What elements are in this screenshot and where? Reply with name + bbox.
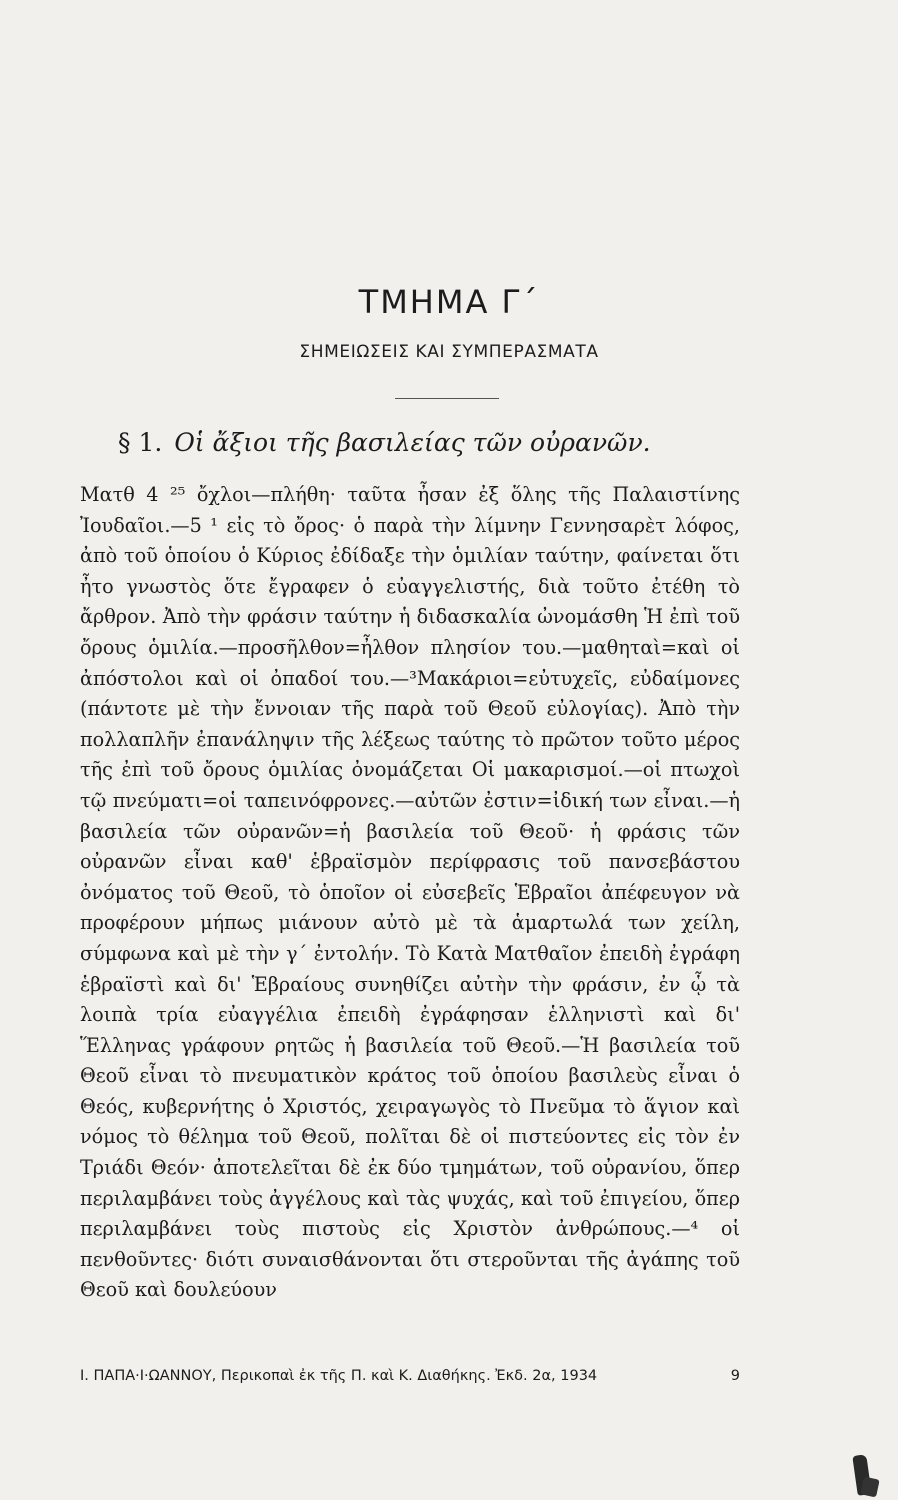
paragraph-heading-text: Οἱ ἄξιοι τῆς βασιλείας τῶν οὐρανῶν. xyxy=(174,428,651,457)
scan-smudge-mark xyxy=(860,1477,879,1498)
body-text: Ματθ 4 ²⁵ ὄχλοι—πλήθη· ταῦτα ἦσαν ἐξ ὅλης τῆς Παλαιστίνης Ἰουδαῖοι.—5 ¹ εἰς τὸ ὄρος· ὁ παρὰ τὴν λίμνην Γεννησαρὲτ λόφος, ἀπὸ τοῦ ὁποίου ὁ Κύριος ἐδίδαξε τὴν ὁμιλίαν ταύτην, φαίνεται ὅτι ἦτο γνωστὸς ὅτε ἔγραφεν ὁ εὐαγγελιστής, διὰ τοῦτο ἐτέθη τὸ ἄρθρον. Ἀπὸ τὴν φράσιν ταύτην ἡ διδασκαλία ὠνομάσθη Ἡ ἐπὶ τοῦ ὄρους ὁμιλία.—προσῆλθον=ἦλθον πλησίον του.—μαθηταὶ=καὶ οἱ ἀπόστολοι καὶ οἱ ὀπαδοί του.—³Μακάριοι=εὐτυχεῖς, εὐδαίμονες (πάντοτε μὲ τὴν ἔννοιαν τῆς παρὰ τοῦ Θεοῦ εὐλογίας). Ἀπὸ τὴν πολλαπλῆν ἐπανάληψιν τῆς λέξεως ταύτης τὸ πρῶτον τοῦτο μέρος τῆς ἐπὶ τοῦ ὄρους ὁμιλίας ὀνομάζεται Οἱ μακαρισμοί.—οἱ πτωχοὶ τῷ πνεύματι=οἱ ταπεινόφρονες.—αὐτῶν ἐστιν=ἰδική των εἶναι.—ἡ βασιλεία τῶν οὐρανῶν=ἡ βασιλεία τοῦ Θεοῦ· ἡ φράσις τῶν οὐρανῶν εἶναι καθ' ἑβραϊσμὸν περίφρασις τοῦ πανσεβάστου ὀνόματος τοῦ Θεοῦ, τὸ ὁποῖον οἱ εὐσεβεῖς Ἑβραῖοι ἀπέφευγον νὰ προφέρουν μήπως μιάνουν αὐτὸ μὲ τὰ ἁμαρτωλά των χείλη, σύμφωνα καὶ μὲ τὴν γ΄ ἐντολήν. Τὸ Κατὰ Ματθαῖον ἐπειδὴ ἐγράφη ἑβραϊστὶ καὶ δι' Ἑβραίους συνηθίζει αὐτὴν τὴν φράσιν, ἐν ᾧ τὰ λοιπὰ τρία εὐαγγέλια ἐπειδὴ ἐγράφησαν ἑλληνιστὶ καὶ δι' Ἕλληνας γράφουν ρητῶς ἡ βασιλεία τοῦ Θεοῦ.—Ἡ βασιλεία τοῦ Θεοῦ εἶναι τὸ πνευματικὸν κράτος τοῦ ὁποίου βασιλεὺς εἶναι ὁ Θεός, κυβερνήτης ὁ Χριστός, χειραγωγὸς τὸ Πνεῦμα τὸ ἅγιον καὶ νόμος τὸ θέλημα τοῦ Θεοῦ, πολῖται δὲ οἱ πιστεύοντες εἰς τὸν ἐν Τριάδι Θεόν· ἀποτελεῖται δὲ ἐκ δύο τμημάτων, τοῦ οὐρανίου, ὅπερ περιλαμβάνει τοὺς ἀγγέλους καὶ τὰς ψυχάς, καὶ τοῦ ἐπιγείου, ὅπερ περιλαμβάνει τοὺς πιστοὺς εἰς Χριστὸν ἀνθρώπους.—⁴ οἱ πενθοῦντες· διότι συναισθάνονται ὅτι στεροῦνται τῆς ἀγάπης τοῦ Θεοῦ καὶ δουλεύουν xyxy=(80,483,740,1302)
divider-rule xyxy=(395,398,499,399)
page-footer xyxy=(80,1368,740,1384)
paragraph-number: § 1. xyxy=(118,428,163,457)
section-subtitle: ΣΗΜΕΙΩΣΕΙΣ ΚΑΙ ΣΥΜΠΕΡΑΣΜΑΤΑ xyxy=(299,342,599,362)
footer-citation: Ι. ΠΑΠΑ·Ι·ΩΑΝΝΟΥ, Περικοπαὶ ἐκ τῆς Π. καὶ Κ. Διαθήκης. Ἐκδ. 2α, 1934 xyxy=(80,1368,598,1384)
section-title: ΤΜΗΜΑ Γ΄ xyxy=(358,283,540,321)
page-number: 9 xyxy=(730,1368,740,1384)
paragraph-heading xyxy=(118,428,838,457)
